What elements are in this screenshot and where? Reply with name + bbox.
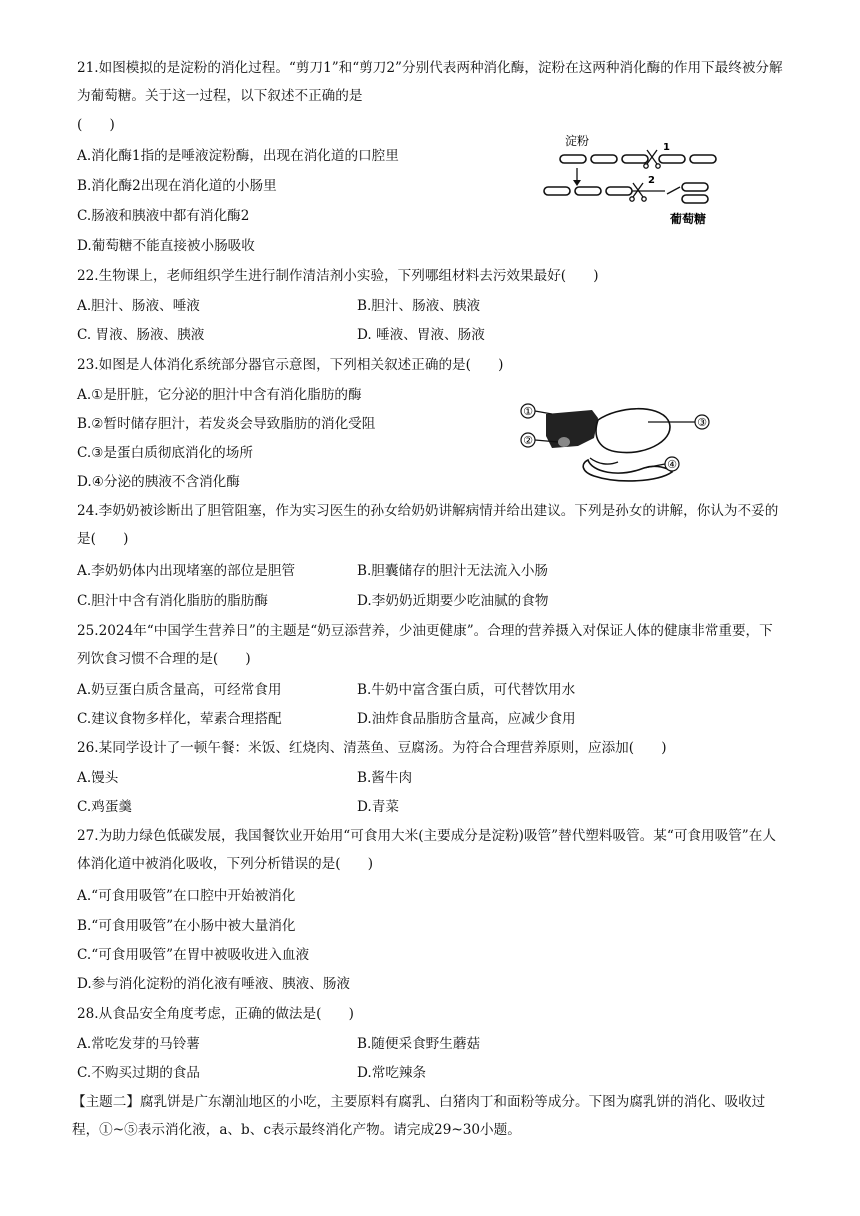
- liver-shape: [546, 410, 598, 448]
- q26-stem: 26.某同学设计了一顿午餐：米饭、红烧肉、清蒸鱼、豆腐汤。为符合合理营养原则，应添加( ): [77, 740, 667, 756]
- q24-option-d: D.李奶奶近期要少吃油腻的食物: [357, 593, 549, 609]
- q27-option-c: C.“可食用吸管”在胃中被吸收进入血液: [77, 947, 310, 963]
- q26-option-b: B.酱牛肉: [357, 770, 413, 786]
- q28-option-d: D.常吃辣条: [357, 1065, 427, 1081]
- q24-option-a: A.李奶奶体内出现堵塞的部位是胆管: [77, 563, 296, 579]
- organ-label-4: ④: [667, 458, 677, 471]
- q27-stem: 27.为助力绿色低碳发展，我国餐饮业开始用“可食用大米(主要成分是淀粉)吸管”替代塑料吸管。某“可食用吸管”在人体消化道中被消化吸收，下列分析错误的是( ): [77, 828, 776, 872]
- scissors-2-mark: 2: [648, 175, 655, 186]
- q22-option-a: A.胆汁、肠液、唾液: [77, 298, 200, 314]
- digestive-organs-figure: [518, 398, 718, 483]
- q28-option-a: A.常吃发芽的马铃薯: [77, 1036, 200, 1052]
- pancreas-shape: [583, 460, 672, 481]
- starch-digestion-figure: [535, 128, 735, 228]
- q21-option-b: B.消化酶2出现在消化道的小肠里: [77, 178, 277, 194]
- q21-option-d: D.葡萄糖不能直接被小肠吸收: [77, 238, 255, 254]
- q21-paren: ( ): [77, 117, 115, 133]
- q21-stem: 21.如图模拟的是淀粉的消化过程。“剪刀1”和“剪刀2”分别代表两种消化酶，淀粉在这两种消化酶的作用下最终被分解为葡萄糖。关于这一过程，以下叙述不正确的是: [77, 60, 783, 104]
- q25-option-b: B.牛奶中富含蛋白质，可代替饮用水: [357, 682, 576, 698]
- q22-stem: 22.生物课上，老师组织学生进行制作清洁剂小实验，下列哪组材料去污效果最好( ): [77, 268, 599, 284]
- q22-option-c: C. 胃液、肠液、胰液: [77, 327, 205, 343]
- q23-stem: 23.如图是人体消化系统部分器官示意图，下列相关叙述正确的是( ): [77, 357, 504, 373]
- q26-option-c: C.鸡蛋羹: [77, 799, 133, 815]
- q24-option-b: B.胆囊储存的胆汁无法流入小肠: [357, 563, 549, 579]
- q22-option-b: B.胆汁、肠液、胰液: [357, 298, 481, 314]
- organ-label-2: ②: [523, 434, 533, 447]
- q27-option-b: B.“可食用吸管”在小肠中被大量消化: [77, 918, 296, 934]
- figure-label-starch: 淀粉: [565, 134, 590, 148]
- q27-option-d: D.参与消化淀粉的消化液有唾液、胰液、肠液: [77, 976, 351, 992]
- q21-option-a: A.消化酶1指的是唾液淀粉酶，出现在消化道的口腔里: [77, 148, 399, 164]
- q28-option-c: C.不购买过期的食品: [77, 1065, 200, 1081]
- q27-option-a: A.“可食用吸管”在口腔中开始被消化: [77, 888, 296, 904]
- q25-option-a: A.奶豆蛋白质含量高，可经常食用: [77, 682, 282, 698]
- q28-stem: 28.从食品安全角度考虑，正确的做法是( ): [77, 1006, 354, 1022]
- stomach-shape: [596, 409, 670, 453]
- q22-option-d: D. 唾液、胃液、肠液: [357, 327, 485, 343]
- theme-two-intro: 【主题二】腐乳饼是广东潮汕地区的小吃，主要原料有腐乳、白猪肉丁和面粉等成分。下图为腐乳饼的消化、吸收过程，①~⑤表示消化液，a、b、c表示最终消化产物。请完成29~30小题。: [72, 1094, 766, 1138]
- q21-option-c: C.肠液和胰液中都有消化酶2: [77, 208, 250, 224]
- gallbladder-shape: [558, 437, 570, 447]
- q23-option-a: A.①是肝脏，它分泌的胆汁中含有消化脂肪的酶: [77, 387, 362, 403]
- q24-stem: 24.李奶奶被诊断出了胆管阻塞，作为实习医生的孙女给奶奶讲解病情并给出建议。下列是孙女的讲解，你认为不妥的是( ): [77, 503, 779, 547]
- q28-option-b: B.随便采食野生蘑菇: [357, 1036, 481, 1052]
- organ-label-3: ③: [697, 416, 707, 429]
- q25-option-d: D.油炸食品脂肪含量高，应减少食用: [357, 711, 576, 727]
- figure-label-glucose: 葡萄糖: [670, 212, 707, 226]
- q26-option-a: A.馒头: [77, 770, 119, 786]
- q23-option-d: D.④分泌的胰液不含消化酶: [77, 474, 240, 490]
- scissors-1-mark: 1: [663, 142, 670, 153]
- q24-option-c: C.胆汁中含有消化脂肪的脂肪酶: [77, 593, 268, 609]
- q23-option-c: C.③是蛋白质彻底消化的场所: [77, 445, 253, 461]
- q26-option-d: D.青菜: [357, 799, 399, 815]
- q25-stem: 25.2024年“中国学生营养日”的主题是“奶豆添营养，少油更健康”。合理的营养摄入对保证人体的健康非常重要，下列饮食习惯不合理的是( ): [77, 623, 773, 667]
- q23-option-b: B.②暂时储存胆汁，若发炎会导致脂肪的消化受阻: [77, 416, 376, 432]
- organ-label-1: ①: [523, 405, 533, 418]
- q25-option-c: C.建议食物多样化，荤素合理搭配: [77, 711, 282, 727]
